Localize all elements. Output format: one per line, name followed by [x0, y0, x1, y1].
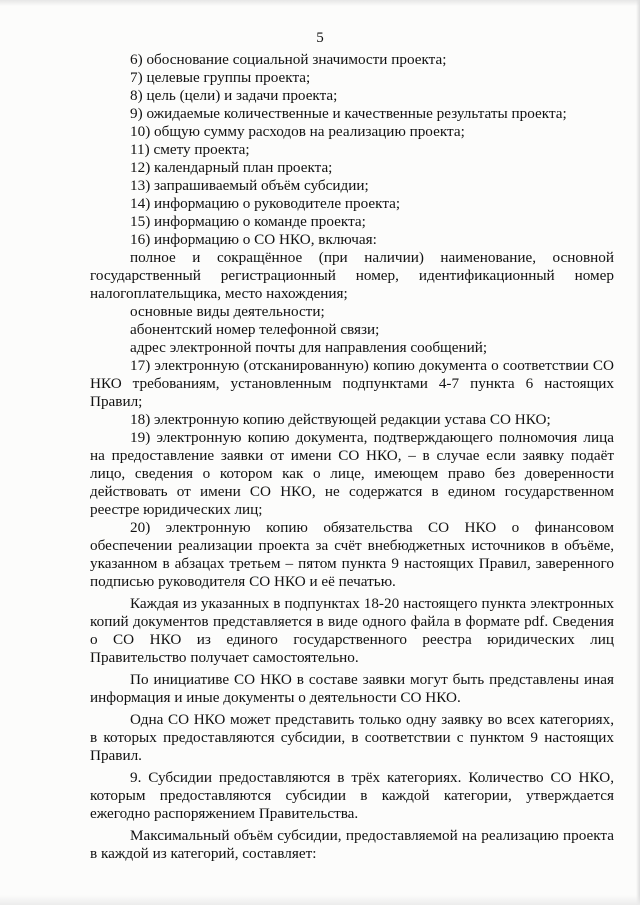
scan-edge-top: [0, 0, 640, 6]
paragraph: Максимальный объём субсидии, предоставляемой на реализацию проекта в каждой из категорий, составляет:: [90, 827, 614, 862]
list-item: 16) информацию о СО НКО, включая:: [130, 231, 377, 248]
list-item: 14) информацию о руководителе проекта;: [130, 195, 401, 212]
list-item: 17) электронную (отсканированную) копию документа о соответствии СО НКО требованиям, установленным подпунктами 4-7 пункта 6 настоящих Правил;: [90, 357, 614, 410]
list-item: 13) запрашиваемый объём субсидии;: [130, 177, 369, 194]
list-item: 11) смету проекта;: [130, 141, 250, 158]
list-item: 12) календарный план проекта;: [130, 159, 333, 176]
scan-edge-right: [636, 0, 640, 905]
list-item: 9) ожидаемые количественные и качественные результаты проекта;: [130, 105, 567, 122]
document-body: [90, 51, 614, 863]
page-number: 5: [316, 30, 324, 46]
list-item: 6) обоснование социальной значимости проекта;: [130, 51, 447, 68]
list-item: 10) общую сумму расходов на реализацию проекта;: [130, 123, 465, 140]
paragraph: основные виды деятельности;: [130, 303, 325, 320]
list-item: 8) цель (цели) и задачи проекта;: [130, 87, 338, 104]
paragraph: Одна СО НКО может представить только одну заявку во всех категориях, в которых предоставляются субсидии, в соответствии с пунктом 9 настоящих Правил.: [90, 711, 614, 764]
scan-edge-bottom: [0, 895, 640, 905]
paragraph: адрес электронной почты для направления сообщений;: [130, 339, 488, 356]
list-item: 15) информацию о команде проекта;: [130, 213, 366, 230]
paragraph: По инициативе СО НКО в составе заявки могут быть представлены иная информация и иные документы о деятельности СО НКО.: [90, 671, 614, 706]
paragraph: Каждая из указанных в подпунктах 18-20 настоящего пункта электронных копий документов представляется в виде одного файла в формате pdf. Сведения о СО НКО из единого государственного реестра юридических лиц Правительство получает самостоятельно.: [90, 595, 614, 666]
list-item: 19) электронную копию документа, подтверждающего полномочия лица на предоставление заявки от имени СО НКО, – в случае если заявку подаёт лицо, сведения о котором как о лице, имеющем право без доверенности действовать от имени СО НКО, не содержатся в едином государственном реестре юридических лиц;: [90, 429, 614, 518]
paragraph: полное и сокращённое (при наличии) наименование, основной государственный регистрационный номер, идентификационный номер налогоплательщика, место нахождения;: [90, 249, 614, 302]
paragraph: абонентский номер телефонной связи;: [130, 321, 380, 338]
list-item: 18) электронную копию действующей редакции устава СО НКО;: [130, 411, 551, 428]
list-item: 20) электронную копию обязательства СО НКО о финансовом обеспечении реализации проекта за счёт внебюджетных источников в объёме, указанном в абзацах третьем – пятом пункта 9 настоящих Правил, заверенного подписью руководителя СО НКО и её печатью.: [90, 519, 614, 590]
paragraph: 9. Субсидии предоставляются в трёх категориях. Количество СО НКО, которым предоставляются субсидии в каждой категории, утверждается ежегодно распоряжением Правительства.: [90, 769, 614, 822]
list-item: 7) целевые группы проекта;: [130, 69, 311, 86]
